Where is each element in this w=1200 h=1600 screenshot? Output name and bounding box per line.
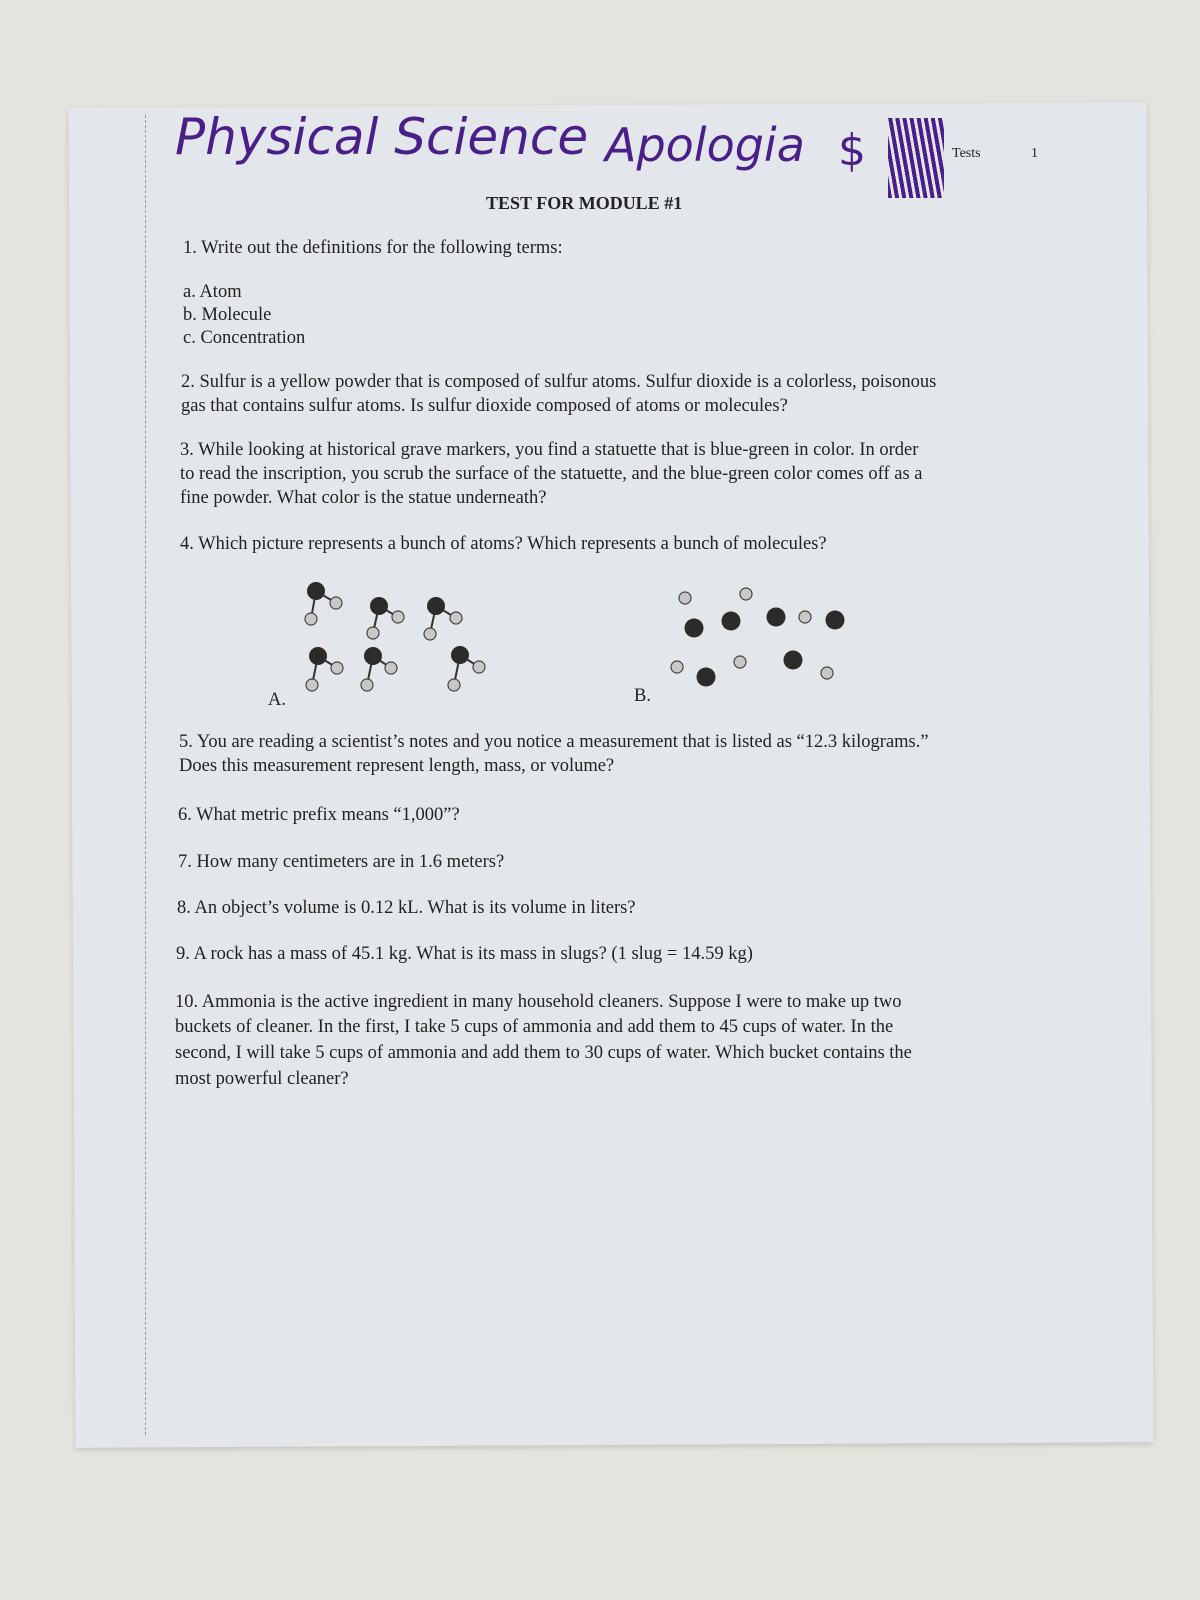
handwritten-title: Physical Science <box>175 108 589 166</box>
question-8: 8. An object’s volume is 0.12 kL. What is its volume in liters? <box>177 898 636 918</box>
molecule <box>448 646 485 691</box>
diagram-a-label: A. <box>268 690 286 710</box>
page-number: 1 <box>1031 146 1038 161</box>
handwritten-publisher: Apologia <box>605 118 805 172</box>
molecule <box>361 647 397 691</box>
molecule <box>305 582 342 625</box>
question-10-line-2: buckets of cleaner. In the first, I take 5 cups of ammonia and add them to 45 cups of water. In the <box>175 1017 894 1037</box>
question-4: 4. Which picture represents a bunch of atoms? Which represents a bunch of molecules? <box>180 534 827 554</box>
handwritten-price: $ <box>838 125 866 176</box>
question-2-line-1: 2. Sulfur is a yellow powder that is composed of sulfur atoms. Sulfur dioxide is a colorless, poisonous <box>181 372 937 392</box>
question-7: 7. How many centimeters are in 1.6 meters? <box>178 852 505 872</box>
question-10-line-1: 10. Ammonia is the active ingredient in many household cleaners. Suppose I were to make up two <box>175 992 902 1012</box>
question-5-line-2: Does this measurement represent length, mass, or volume? <box>179 756 615 776</box>
diagram-b-label: B. <box>634 686 651 706</box>
diagram-b-atoms <box>671 588 845 687</box>
question-3-line-3: fine powder. What color is the statue underneath? <box>180 488 547 508</box>
diagram-a-molecules <box>305 582 485 691</box>
molecule <box>306 647 343 691</box>
question-3-line-2: to read the inscription, you scrub the surface of the statuette, and the blue-green color comes off as a <box>180 464 923 484</box>
test-title: TEST FOR MODULE #1 <box>486 193 683 213</box>
question-1: 1. Write out the definitions for the following terms: <box>183 238 563 258</box>
question-5-line-1: 5. You are reading a scientist’s notes and you notice a measurement that is listed as “12.3 kilograms.” <box>179 732 929 752</box>
term-molecule: b. Molecule <box>183 305 272 325</box>
question-10-line-3: second, I will take 5 cups of ammonia and add them to 30 cups of water. Which bucket contains the <box>175 1043 912 1063</box>
molecule <box>424 597 462 640</box>
question-10-line-4: most powerful cleaner? <box>175 1069 349 1089</box>
question-2-line-2: gas that contains sulfur atoms. Is sulfur dioxide composed of atoms or molecules? <box>181 396 788 416</box>
term-concentration: c. Concentration <box>183 328 306 348</box>
molecule <box>367 597 404 639</box>
question-3-line-1: 3. While looking at historical grave markers, you find a statuette that is blue-green in color. In order <box>180 440 919 460</box>
term-atom: a. Atom <box>183 282 242 302</box>
question-9: 9. A rock has a mass of 45.1 kg. What is its mass in slugs? (1 slug = 14.59 kg) <box>176 944 753 964</box>
section-label: Tests <box>952 146 981 161</box>
question-6: 6. What metric prefix means “1,000”? <box>178 805 460 825</box>
